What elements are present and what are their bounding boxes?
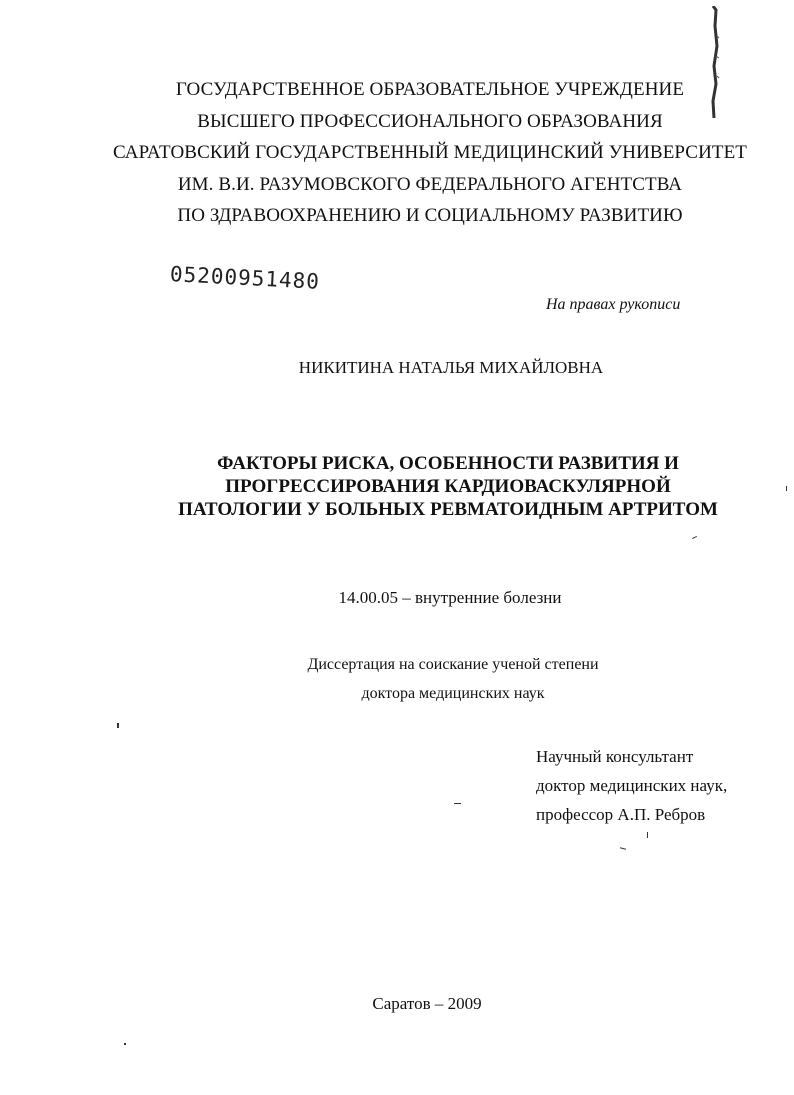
header-line-3: САРАТОВСКИЙ ГОСУДАРСТВЕННЫЙ МЕДИЦИНСКИЙ УНИВЕРСИТЕТ bbox=[112, 142, 748, 163]
header-line-4: ИМ. В.И. РАЗУМОВСКОГО ФЕДЕРАЛЬНОГО АГЕНТСТВА bbox=[177, 173, 683, 195]
dissertation-title bbox=[0, 452, 794, 521]
title-line-3: ПАТОЛОГИИ У БОЛЬНЫХ РЕВМАТОИДНЫМ АРТРИТОМ bbox=[178, 499, 718, 520]
title-line-1: ФАКТОРЫ РИСКА, ОСОБЕННОСТИ РАЗВИТИЯ И bbox=[217, 453, 679, 474]
specialty-code: 14.00.05 – внутренние болезни bbox=[338, 588, 562, 607]
title-line-2: ПРОГРЕССИРОВАНИЯ КАРДИОВАСКУЛЯРНОЙ bbox=[225, 476, 671, 497]
scan-speck bbox=[647, 832, 648, 838]
degree-line-1: Диссертация на соискание ученой степени bbox=[307, 656, 599, 673]
header-line-5: ПО ЗДРАВООХРАНЕНИЮ И СОЦИАЛЬНОМУ РАЗВИТИЮ bbox=[177, 205, 683, 226]
scan-speck bbox=[692, 536, 697, 539]
scan-speck bbox=[620, 847, 626, 850]
header-line-1: ГОСУДАРСТВЕННОЕ ОБРАЗОВАТЕЛЬНОЕ УЧРЕЖДЕНИЕ bbox=[175, 79, 685, 100]
header-line-2: ВЫСШЕГО ПРОФЕССИОНАЛЬНОГО ОБРАЗОВАНИЯ bbox=[197, 110, 663, 132]
registration-stamp-number: 05200951480 bbox=[169, 262, 321, 294]
rights-note: На правах рукописи bbox=[546, 296, 681, 313]
degree-statement bbox=[0, 650, 794, 708]
city-year: Саратов – 2009 bbox=[372, 994, 482, 1013]
scientific-advisor bbox=[536, 742, 727, 829]
scan-speck bbox=[124, 1043, 126, 1045]
advisor-line-2: доктор медицинских наук, bbox=[536, 776, 728, 795]
scan-speck bbox=[117, 723, 119, 728]
institution-header bbox=[0, 74, 794, 232]
scan-edge-mark bbox=[708, 6, 720, 118]
author-name: НИКИТИНА НАТАЛЬЯ МИХАЙЛОВНА bbox=[298, 358, 604, 377]
degree-line-2: доктора медицинских наук bbox=[361, 685, 545, 702]
advisor-line-1: Научный консультант bbox=[536, 747, 694, 766]
scan-speck bbox=[454, 803, 461, 804]
advisor-line-3: профессор А.П. Ребров bbox=[536, 805, 706, 824]
scan-speck bbox=[786, 486, 787, 491]
